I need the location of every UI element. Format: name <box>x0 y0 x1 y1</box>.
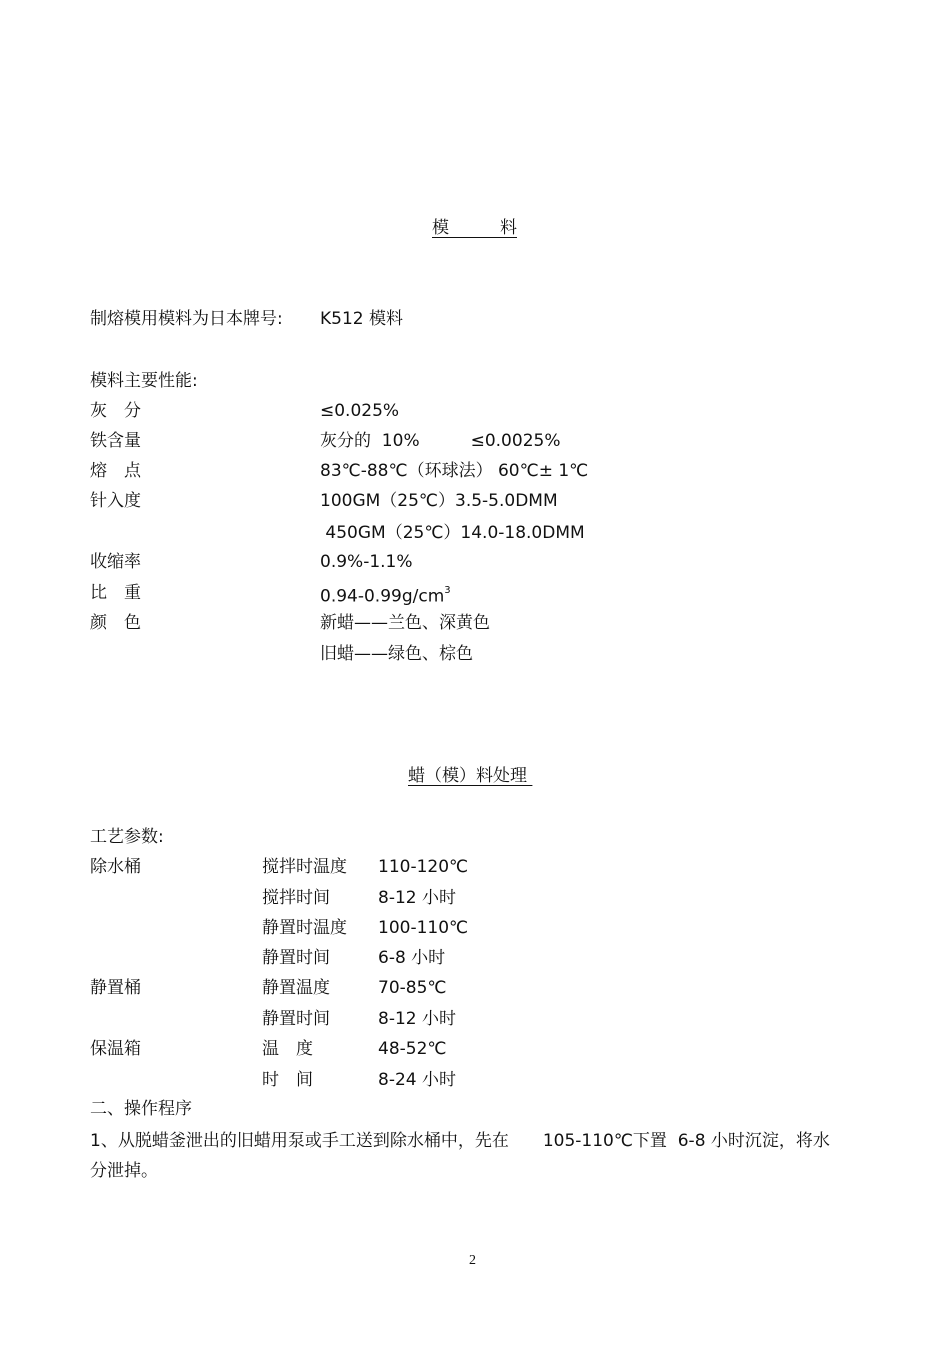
property-value: ≤0.025% <box>320 401 400 421</box>
param-value: 8-12 小时 <box>378 1009 456 1029</box>
procedure-step-1-line-1: 1、从脱蜡釜泄出的旧蜡用泵或手工送到除水桶中，先在 105-110℃下置 6-8 小时沉淀，将水 <box>90 1131 830 1151</box>
property-label: 熔 点 <box>90 461 141 481</box>
param-group: 静置桶 <box>90 978 141 998</box>
property-value: 83℃-88℃（环球法） 60℃± 1℃ <box>320 461 589 481</box>
section-title-mold-material: 模 料 <box>432 218 517 238</box>
param-group: 除水桶 <box>90 857 141 877</box>
param-value: 100-110℃ <box>378 918 469 938</box>
param-name: 静置时温度 <box>262 918 347 938</box>
procedure-heading: 二、操作程序 <box>90 1099 192 1119</box>
brand-value: K512 模料 <box>320 309 403 329</box>
param-name: 搅拌时温度 <box>262 857 347 877</box>
param-name: 搅拌时间 <box>262 888 330 908</box>
property-value: 450GM（25℃）14.0-18.0DMM <box>320 523 585 543</box>
param-name: 时 间 <box>262 1070 313 1090</box>
property-value: 旧蜡——绿色、棕色 <box>320 644 473 664</box>
param-name: 静置时间 <box>262 948 330 968</box>
procedure-step-1-line-2: 分泄掉。 <box>90 1161 158 1181</box>
property-value: 100GM（25℃）3.5-5.0DMM <box>320 491 558 511</box>
property-label: 针入度 <box>90 491 141 511</box>
property-value <box>320 582 451 608</box>
param-value: 70-85℃ <box>378 978 447 998</box>
property-label: 比 重 <box>90 583 141 603</box>
param-name: 温 度 <box>262 1039 313 1059</box>
property-value: 灰分的 10% ≤0.0025% <box>320 431 561 451</box>
param-value: 8-12 小时 <box>378 888 456 908</box>
param-value: 6-8 小时 <box>378 948 446 968</box>
brand-label: 制熔模用模料为日本牌号: <box>90 309 283 329</box>
param-name: 静置温度 <box>262 978 330 998</box>
property-label: 灰 分 <box>90 401 141 421</box>
params-heading: 工艺参数: <box>90 827 164 847</box>
property-value: 新蜡——兰色、深黄色 <box>320 613 490 633</box>
param-group: 保温箱 <box>90 1039 141 1059</box>
property-value: 0.9%-1.1% <box>320 552 413 572</box>
cubic-superscript: 3 <box>444 585 451 596</box>
property-label: 收缩率 <box>90 552 141 572</box>
param-value: 8-24 小时 <box>378 1070 456 1090</box>
page-number: 2 <box>469 1253 476 1268</box>
properties-heading: 模料主要性能: <box>90 371 198 391</box>
param-value: 48-52℃ <box>378 1039 447 1059</box>
param-name: 静置时间 <box>262 1009 330 1029</box>
param-value: 110-120℃ <box>378 857 469 877</box>
property-label: 铁含量 <box>90 431 141 451</box>
section-title-wax-processing: 蜡（模）料处理 <box>408 766 533 786</box>
property-label: 颜 色 <box>90 613 141 633</box>
density-value: 0.94-0.99g/cm <box>320 586 445 607</box>
